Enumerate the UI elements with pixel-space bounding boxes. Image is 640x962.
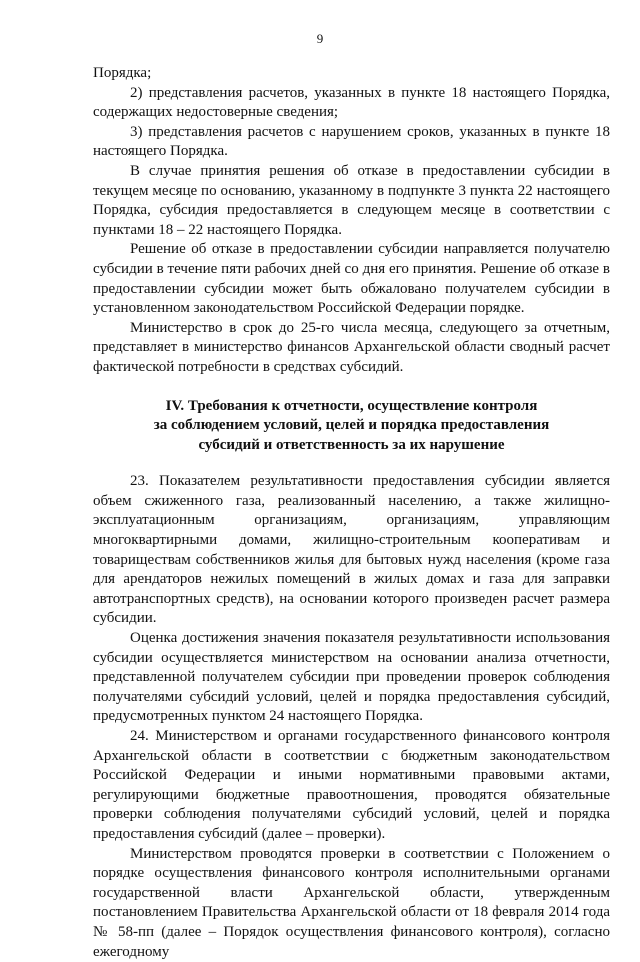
paragraph: Порядка; xyxy=(93,65,152,81)
paragraph: 2) представления расчетов, указанных в пункте 18 настоящего Порядка, содержащих недостоверные сведения; xyxy=(93,84,610,121)
section-spacer xyxy=(93,378,610,397)
paragraph: 24. Министерством и органами государственного финансового контроля Архангельской области в соответствии с бюджетным законодательством Российской Федерации и иными нормативными правовыми актами, регулирующими бюджетные правоотношения, проводятся обязательные проверки соблюдения получателями субсидий условий, целей и порядка предоставления субсидий (далее – проверки). xyxy=(93,728,610,842)
section-heading-line: IV. Требования к отчетности, осуществление контроля xyxy=(165,397,538,414)
section-heading xyxy=(93,397,610,456)
section-heading-line: субсидий и ответственность за их нарушение xyxy=(198,436,505,453)
document-body xyxy=(93,64,610,962)
paragraph: 3) представления расчетов с нарушением сроков, указанных в пункте 18 настоящего Порядка. xyxy=(93,123,610,160)
paragraph: Оценка достижения значения показателя результативности использования субсидии осуществляется министерством на основании анализа отчетности, представленной получателем субсидии при проведении проверок соблюдения получателями субсидий условий, целей и порядка предоставления субсидий, предусмотренных пунктом 24 настоящего Порядка. xyxy=(93,630,610,725)
section-spacer xyxy=(93,455,610,472)
paragraph: Министерством проводятся проверки в соответствии с Положением о порядке осуществления финансового контроля исполнительными органами государственной власти Архангельской области, утвержденным постановлением Правительства Архангельской области от 18 февраля 2014 года № 58-пп (далее – Порядок осуществления финансового контроля), согласно ежегодному xyxy=(93,845,610,960)
paragraph: Министерство в срок до 25-го числа месяца, следующего за отчетным, представляет в министерство финансов Архангельской области сводный расчет фактической потребности в средствах субсидий. xyxy=(93,319,610,375)
paragraph: В случае принятия решения об отказе в предоставлении субсидии в текущем месяце по основанию, указанному в подпункте 3 пункта 22 настоящего Порядка, субсидия предоставляется в следующем месяце в соответствии с пунктами 18 – 22 настоящего Порядка. xyxy=(93,162,610,238)
page-number: 9 xyxy=(316,31,324,46)
paragraph: Решение об отказе в предоставлении субсидии направляется получателю субсидии в течение пяти рабочих дней со дня его принятия. Решение об отказе в предоставлении субсидии может быть обжаловано получателем субсидии в установленном законодательством Российской Федерации порядке. xyxy=(93,241,610,317)
paragraph: 23. Показателем результативности предоставления субсидии является объем сжиженного газа, реализованный населению, а также жилищно-эксплуатационным организациям, организациям, управляющим многоквартирными домами, жилищно-строительным кооперативам и товариществам собственников жилья для бытовых нужд населения (кроме газа для арендаторов нежилых помещений в жилых домах и газа для заправки автотранспортных средств), на основании которого произведен расчет размера субсидии. xyxy=(93,473,610,627)
section-heading-line: за соблюдением условий, целей и порядка предоставления xyxy=(153,417,550,434)
